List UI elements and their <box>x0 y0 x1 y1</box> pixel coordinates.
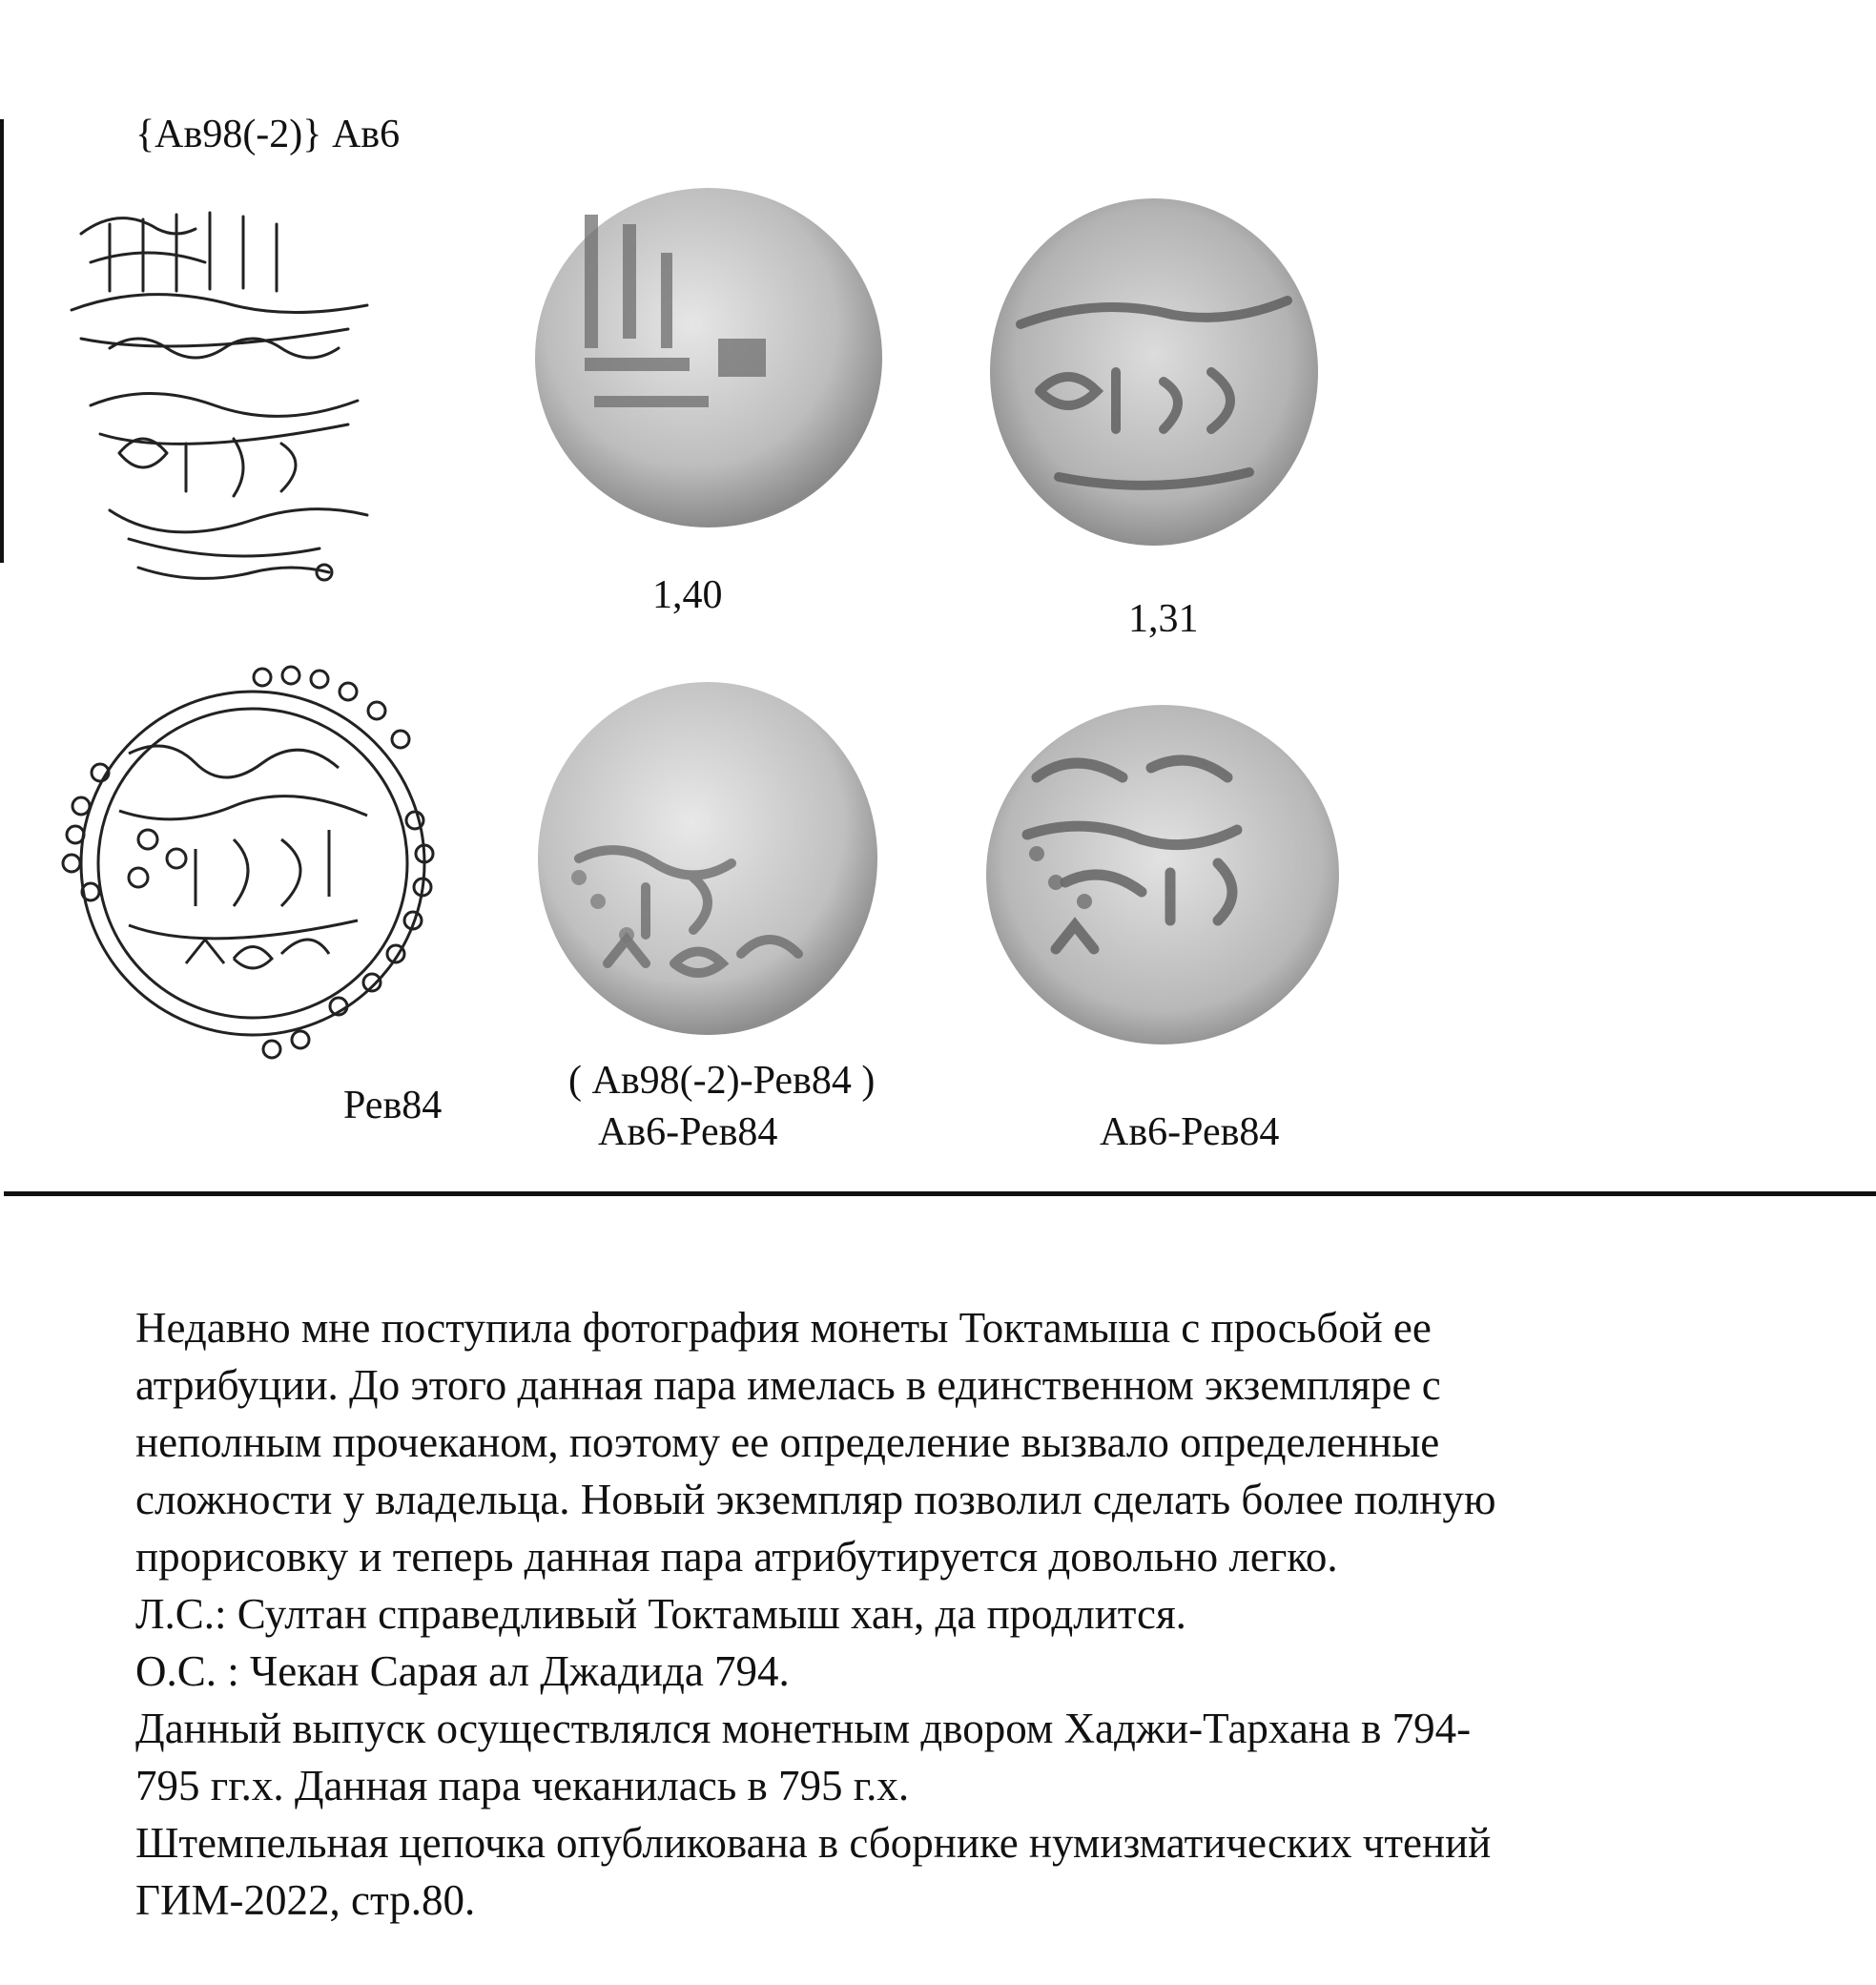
text-line: сложности у владельца. Новый экземпляр позволил сделать более полную <box>135 1476 1496 1523</box>
die-pair-b: Ав6-Рев84 <box>1100 1110 1280 1154</box>
text-line: 795 гг.х. Данная пара чеканилась в 795 г.х. <box>135 1762 910 1809</box>
coin-1-reverse-photo <box>531 677 884 1040</box>
coin-2-weight: 1,31 <box>1128 597 1199 641</box>
die-pair-a-line1: ( Ав98(-2)-Рев84 ) <box>568 1059 876 1103</box>
text-line: Недавно мне поступила фотография монеты Токтамыша с просьбой ее <box>135 1304 1432 1352</box>
text-line: О.С. : Чекан Сарая ал Джадида 794. <box>135 1647 790 1695</box>
reverse-die-label: Рев84 <box>343 1084 443 1127</box>
coin-2-obverse-photo <box>982 191 1326 553</box>
text-line: неполным прочеканом, поэтому ее определение вызвало определенные <box>135 1418 1440 1466</box>
text-line: Л.С.: Султан справедливый Токтамыш хан, да продлится. <box>135 1590 1186 1638</box>
text-line: Данный выпуск осуществлялся монетным двором Хаджи-Тарханa в 794- <box>135 1705 1472 1752</box>
text-line: прорисовку и теперь данная пара атрибутируется довольно легко. <box>135 1533 1338 1581</box>
die-pair-a-line2: Ав6-Рев84 <box>598 1110 778 1154</box>
coin-1-obverse-photo <box>527 176 890 539</box>
text-line: Штемпельная цепочка опубликована в сборнике нумизматических чтений <box>135 1819 1492 1867</box>
section-divider <box>4 1191 1876 1196</box>
coin-2-reverse-photo <box>979 701 1347 1049</box>
left-margin-bar <box>0 119 4 563</box>
text-line: атрибуции. До этого данная пара имелась в единственном экземпляре с <box>135 1361 1441 1409</box>
description-text <box>135 1299 1814 1929</box>
obverse-die-header: {Ав98(-2)} Ав6 <box>135 113 401 156</box>
text-line: ГИМ-2022, стр.80. <box>135 1876 476 1924</box>
reverse-drawing <box>43 658 453 1068</box>
obverse-drawing <box>52 196 434 606</box>
coin-1-weight: 1,40 <box>652 573 723 617</box>
